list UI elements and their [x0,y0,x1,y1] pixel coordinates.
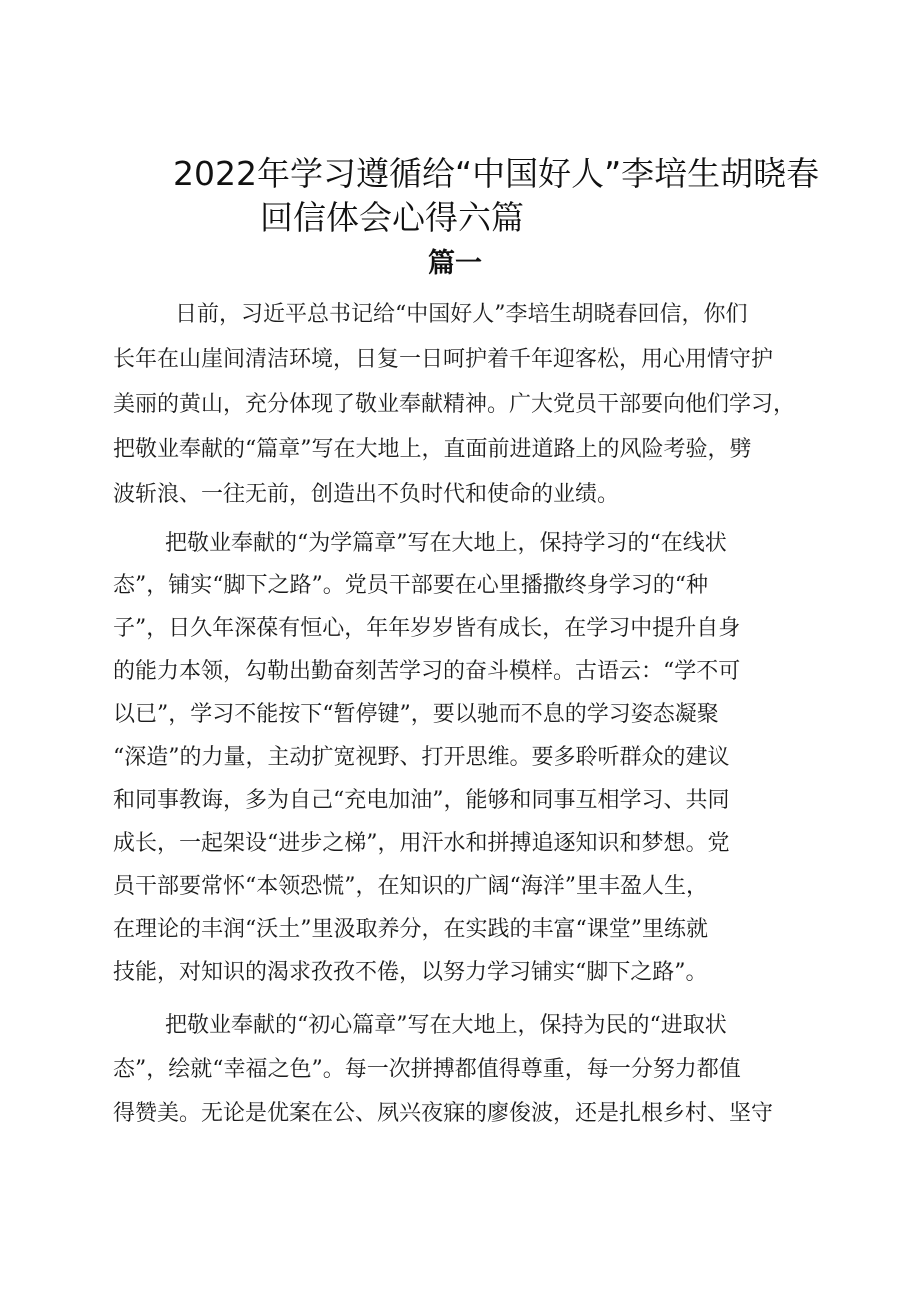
paragraph-line: 员干部要常怀“本领恐慌”，在知识的广阔“海洋”里丰盈人生， [113,874,708,899]
paragraph-line: 日前，习近平总书记给“中国好人”李培生胡晓春回信，你们 [175,302,748,327]
paragraph-line: 态”，铺实“脚下之路”。党员干部要在心里播撒终身学习的“种 [113,573,708,598]
document-title-line-1: 2022年学习遵循给“中国好人”李培生胡晓春 [173,154,820,193]
paragraph-line: 子”，日久年深葆有恒心，年年岁岁皆有成长，在学习中提升自身 [113,616,741,641]
paragraph-line: 把敬业奉献的“为学篇章”写在大地上，保持学习的“在线状 [165,531,727,556]
paragraph-line: 和同事教诲，多为自己“充电加油”，能够和同事互相学习、共同 [113,788,730,813]
paragraph-line: 以已”，学习不能按下“暂停键”，要以驰而不息的学习姿态凝聚 [113,702,719,727]
paragraph-line: 在理论的丰润“沃土”里汲取养分，在实践的丰富“课堂”里练就 [113,917,708,942]
paragraph-line: 成长，一起架设“进步之梯”，用汗水和拼搏追逐知识和梦想。党 [113,831,730,856]
paragraph-line: “深造”的力量，主动扩宽视野、打开思维。要多聆听群众的建议 [113,745,730,770]
paragraph-line: 态”，绘就“幸福之色”。每一次拼搏都值得尊重，每一分努力都值 [113,1057,741,1082]
paragraph-line: 把敬业奉献的“篇章”写在大地上，直面前进道路上的风险考验，劈 [113,437,752,462]
paragraph-line: 长年在山崖间清洁环境，日复一日呵护着千年迎客松，用心用情守护 [113,347,774,372]
section-heading: 篇一 [428,248,482,279]
paragraph-line: 把敬业奉献的“初心篇章”写在大地上，保持为民的“进取状 [165,1013,727,1038]
paragraph-line: 的能力本领，勾勒出勤奋刻苦学习的奋斗模样。古语云：“学不可 [113,659,741,684]
paragraph-line: 技能，对知识的渴求孜孜不倦，以努力学习铺实“脚下之路”。 [113,960,708,985]
document-title-line-2: 回信体会心得六篇 [260,198,524,237]
paragraph-line: 波斩浪、一往无前，创造出不负时代和使命的业绩。 [113,482,620,507]
paragraph-line: 美丽的黄山，充分体现了敬业奉献精神。广大党员干部要向他们学习， [113,392,796,417]
paragraph-line: 得赞美。无论是优案在公、夙兴夜寐的廖俊波，还是扎根乡村、坚守 [113,1101,774,1126]
